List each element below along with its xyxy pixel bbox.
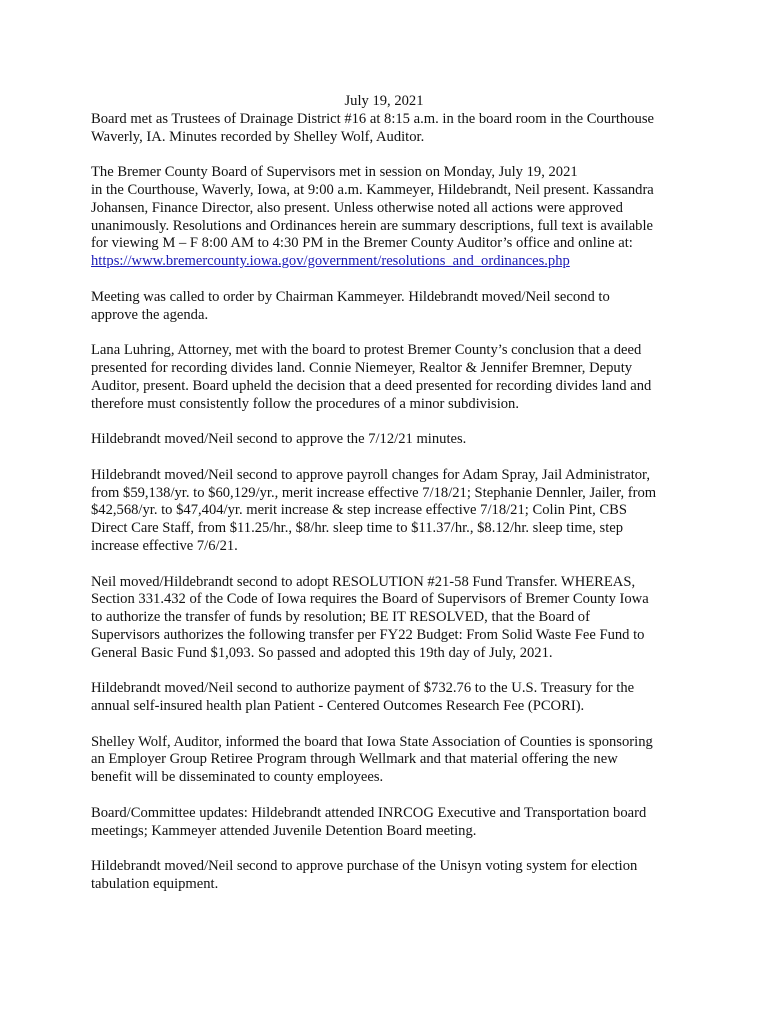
- text-line: therefore must consistently follow the procedures of a minor subdivision.: [91, 395, 519, 412]
- meeting-date: July 19, 2021: [344, 93, 424, 109]
- text-line: tabulation equipment.: [91, 876, 219, 893]
- drainage-district-paragraph: [91, 111, 691, 147]
- text-line: Board met as Trustees of Drainage District #16 at 8:15 a.m. in the board room in the Courthouse: [91, 110, 654, 127]
- text-line: benefit will be disseminated to county employees.: [91, 769, 384, 786]
- text-line: for viewing M – F 8:00 AM to 4:30 PM in the Bremer County Auditor’s office and online at:: [91, 235, 633, 252]
- text-line: from $59,138/yr. to $60,129/yr., merit increase effective 7/18/21; Stephanie Dennler, Jailer, from: [91, 484, 657, 501]
- text-line: Waverly, IA. Minutes recorded by Shelley Wolf, Auditor.: [91, 128, 425, 145]
- text-line: Section 331.432 of the Code of Iowa requires the Board of Supervisors of Bremer County Iowa: [91, 591, 649, 608]
- text-line: Neil moved/Hildebrandt second to adopt RESOLUTION #21-58 Fund Transfer. WHEREAS,: [91, 573, 636, 590]
- text-line: approve the agenda.: [91, 306, 209, 323]
- text-line: Hildebrandt moved/Neil second to approve the 7/12/21 minutes.: [91, 431, 467, 448]
- payroll-changes-paragraph: [91, 467, 691, 556]
- text-line: $42,568/yr. to $47,404/yr. merit increase & step increase effective 7/18/21; Colin Pint, CBS: [91, 502, 627, 519]
- text-line: Auditor, present. Board upheld the decision that a deed presented for recording divides land and: [91, 377, 652, 394]
- text-line: The Bremer County Board of Supervisors met in session on Monday, July 19, 2021: [91, 164, 578, 181]
- text-line: annual self-insured health plan Patient - Centered Outcomes Research Fee (PCORI).: [91, 698, 585, 715]
- text-line: Hildebrandt moved/Neil second to approve payroll changes for Adam Spray, Jail Administrator,: [91, 466, 650, 483]
- text-line: unanimously. Resolutions and Ordinances herein are summary descriptions, full text is available: [91, 217, 653, 234]
- fund-transfer-resolution-paragraph: [91, 574, 691, 663]
- committee-updates-paragraph: [91, 805, 691, 841]
- text-line: an Employer Group Retiree Program through Wellmark and that material offering the new: [91, 751, 618, 768]
- resolutions-ordinances-link[interactable]: https://www.bremercounty.iowa.gov/government/resolutions_and_ordinances.php: [91, 253, 570, 270]
- minutes-approval-paragraph: [91, 431, 691, 449]
- text-line: Hildebrandt moved/Neil second to approve purchase of the Unisyn voting system for election: [91, 858, 638, 875]
- meeting-minutes: [91, 93, 691, 912]
- text-line: Direct Care Staff, from $11.25/hr., $8/hr. sleep time to $11.37/hr., $8.12/hr. sleep time, step: [91, 520, 624, 537]
- call-to-order-paragraph: [91, 289, 691, 325]
- text-line: Supervisors authorizes the following transfer per FY22 Budget: From Solid Waste Fee Fund to: [91, 626, 645, 643]
- voting-system-paragraph: [91, 858, 691, 894]
- pcori-payment-paragraph: [91, 680, 691, 716]
- session-paragraph: [91, 164, 691, 271]
- text-line: Shelley Wolf, Auditor, informed the board that Iowa State Association of Counties is sponsoring: [91, 733, 653, 750]
- text-line: to authorize the transfer of funds by resolution; BE IT RESOLVED, that the Board of: [91, 609, 590, 626]
- retiree-program-paragraph: [91, 734, 691, 787]
- text-line: Hildebrandt moved/Neil second to authorize payment of $732.76 to the U.S. Treasury for the: [91, 680, 635, 697]
- text-line: Meeting was called to order by Chairman Kammeyer. Hildebrandt moved/Neil second to: [91, 288, 610, 305]
- text-line: presented for recording divides land. Connie Niemeyer, Realtor & Jennifer Bremner, Deputy: [91, 359, 633, 376]
- text-line: increase effective 7/6/21.: [91, 537, 238, 554]
- text-line: Board/Committee updates: Hildebrandt attended INRCOG Executive and Transportation board: [91, 804, 647, 821]
- text-line: in the Courthouse, Waverly, Iowa, at 9:00 a.m. Kammeyer, Hildebrandt, Neil present. Kassandra: [91, 181, 654, 198]
- deed-protest-paragraph: [91, 342, 691, 413]
- text-line: Lana Luhring, Attorney, met with the board to protest Bremer County’s conclusion that a deed: [91, 342, 642, 359]
- text-line: Johansen, Finance Director, also present. Unless otherwise noted all actions were approved: [91, 199, 623, 216]
- text-line: meetings; Kammeyer attended Juvenile Detention Board meeting.: [91, 822, 477, 839]
- text-line: General Basic Fund $1,093. So passed and adopted this 19th day of July, 2021.: [91, 644, 553, 661]
